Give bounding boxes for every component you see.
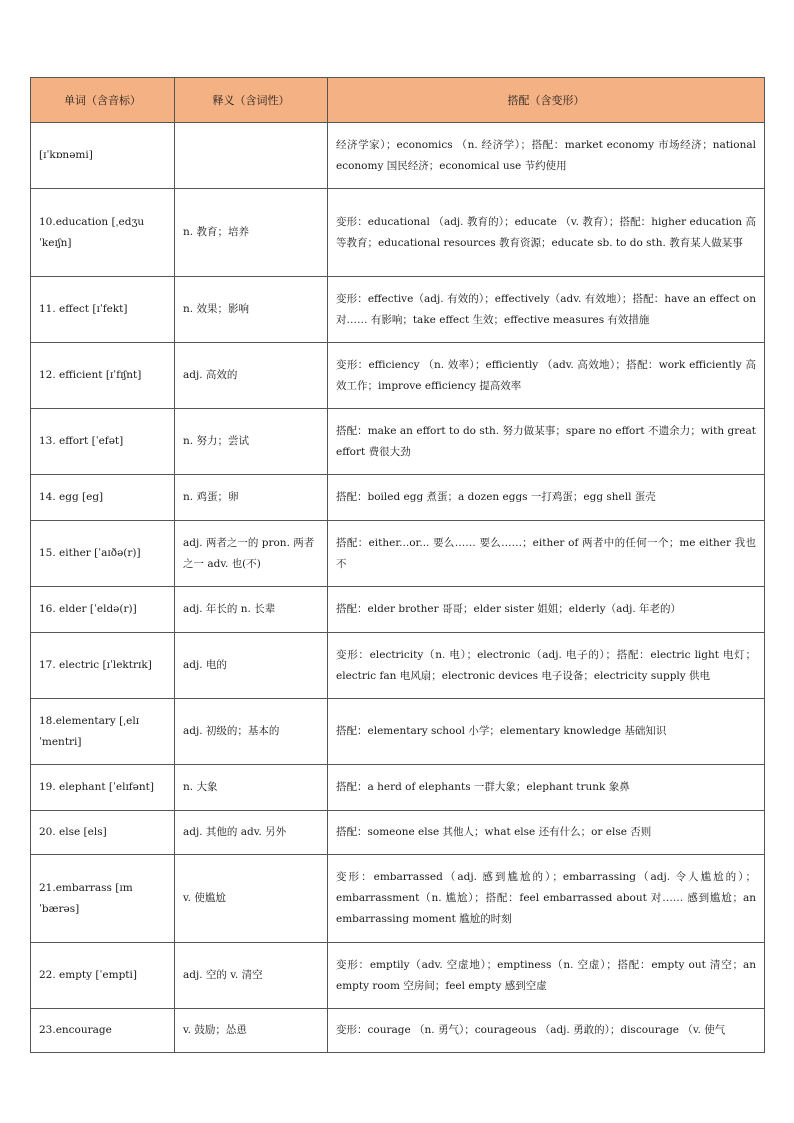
- collocation-cell: 搭配：either...or... 要么…… 要么……；either of 两者中的任何一个；me either 我也不: [328, 521, 765, 587]
- collocation-cell: 搭配：a herd of elephants 一群大象；elephant trunk 象鼻: [328, 765, 765, 811]
- vocabulary-table: [30, 77, 765, 1053]
- word-cell: 17. electric [ɪˈlektrɪk]: [31, 633, 175, 699]
- table-row: [31, 855, 765, 943]
- meaning-cell: [175, 123, 328, 189]
- word-cell: 16. elder [ˈeldə(r)]: [31, 587, 175, 633]
- collocation-cell: 变形：effective（adj. 有效的）；effectively（adv. 有效地）；搭配：have an effect on 对…… 有影响；take effect 生效；effective measures 有效措施: [328, 277, 765, 343]
- word-cell: [ɪˈkɒnəmi]: [31, 123, 175, 189]
- meaning-cell: v. 鼓励；怂恿: [175, 1009, 328, 1053]
- table-row: [31, 189, 765, 277]
- collocation-cell: 搭配：someone else 其他人；what else 还有什么；or else 否则: [328, 811, 765, 855]
- header-meaning: 释义（含词性）: [175, 78, 328, 123]
- table-row: [31, 943, 765, 1009]
- word-cell: 15. either [ˈaɪðə(r)]: [31, 521, 175, 587]
- table-row: [31, 633, 765, 699]
- table-row: [31, 811, 765, 855]
- collocation-cell: 搭配：make an effort to do sth. 努力做某事；spare no effort 不遗余力；with great effort 费很大劲: [328, 409, 765, 475]
- meaning-cell: adj. 年长的 n. 长辈: [175, 587, 328, 633]
- collocation-cell: 搭配：elementary school 小学；elementary knowledge 基础知识: [328, 699, 765, 765]
- collocation-cell: 经济学家）；economics （n. 经济学）；搭配：market economy 市场经济；national economy 国民经济；economical use 节约使用: [328, 123, 765, 189]
- table-row: [31, 475, 765, 521]
- word-cell: 19. elephant [ˈelɪfənt]: [31, 765, 175, 811]
- word-cell: 11. effect [ɪˈfekt]: [31, 277, 175, 343]
- table-row: [31, 521, 765, 587]
- table-row: [31, 1009, 765, 1053]
- collocation-cell: 变形：electricity（n. 电）；electronic（adj. 电子的）；搭配：electric light 电灯；electric fan 电风扇；electronic devices 电子设备；electricity supply 供电: [328, 633, 765, 699]
- meaning-cell: n. 效果；影响: [175, 277, 328, 343]
- word-cell: 12. efficient [ɪˈfɪʃnt]: [31, 343, 175, 409]
- word-cell: 10.education [ˌedʒuˈkeɪʃn]: [31, 189, 175, 277]
- meaning-cell: n. 大象: [175, 765, 328, 811]
- table-row: [31, 409, 765, 475]
- word-cell: 22. empty [ˈempti]: [31, 943, 175, 1009]
- word-cell: 23.encourage: [31, 1009, 175, 1053]
- collocation-cell: [328, 1009, 765, 1053]
- collocation-cell: 变形：emptily（adv. 空虚地）；emptiness（n. 空虚）；搭配：empty out 清空；an empty room 空房间；feel empty 感到空虚: [328, 943, 765, 1009]
- table-row: [31, 699, 765, 765]
- word-cell: 18.elementary [ˌelɪˈmentri]: [31, 699, 175, 765]
- meaning-cell: adj. 空的 v. 清空: [175, 943, 328, 1009]
- meaning-cell: n. 鸡蛋；卵: [175, 475, 328, 521]
- table-row: [31, 587, 765, 633]
- word-cell: 20. else [els]: [31, 811, 175, 855]
- collocation-cell: 搭配：elder brother 哥哥；elder sister 姐姐；elderly（adj. 年老的）: [328, 587, 765, 633]
- meaning-cell: adj. 其他的 adv. 另外: [175, 811, 328, 855]
- table-row: [31, 123, 765, 189]
- table-row: [31, 277, 765, 343]
- meaning-cell: v. 使尴尬: [175, 855, 328, 943]
- meaning-cell: adj. 高效的: [175, 343, 328, 409]
- header-word: 单词（含音标）: [31, 78, 175, 123]
- meaning-cell: adj. 电的: [175, 633, 328, 699]
- meaning-cell: n. 教育；培养: [175, 189, 328, 277]
- collocation-cell: 变形：efficiency （n. 效率）；efficiently （adv. 高效地）；搭配：work efficiently 高效工作；improve efficiency 提高效率: [328, 343, 765, 409]
- collocation-cell: 变形：educational （adj. 教育的）；educate （v. 教育）；搭配：higher education 高等教育；educational resources 教育资源；educate sb. to do sth. 教育某人做某事: [328, 189, 765, 277]
- word-cell: 13. effort [ˈefət]: [31, 409, 175, 475]
- collocation-text: 变形：courage （n. 勇气）；courageous （adj. 勇敢的）；discourage （v. 使气: [336, 1024, 726, 1036]
- word-cell: 14. egg [eg]: [31, 475, 175, 521]
- table-header-row: [31, 78, 765, 123]
- table-row: [31, 765, 765, 811]
- meaning-cell: adj. 初级的；基本的: [175, 699, 328, 765]
- meaning-cell: n. 努力；尝试: [175, 409, 328, 475]
- collocation-cell: 搭配：boiled egg 煮蛋；a dozen eggs 一打鸡蛋；egg shell 蛋壳: [328, 475, 765, 521]
- collocation-cell: 变形：embarrassed（adj. 感到尴尬的）；embarrassing（adj. 令人尴尬的）；embarrassment（n. 尴尬）；搭配：feel embarrassed about 对…… 感到尴尬；an embarrassing moment 尴尬的时刻: [328, 855, 765, 943]
- meaning-cell: adj. 两者之一的 pron. 两者之一 adv. 也(不): [175, 521, 328, 587]
- table-row: [31, 343, 765, 409]
- header-collocation: 搭配（含变形）: [328, 78, 765, 123]
- word-cell: 21.embarrass [ɪmˈbærəs]: [31, 855, 175, 943]
